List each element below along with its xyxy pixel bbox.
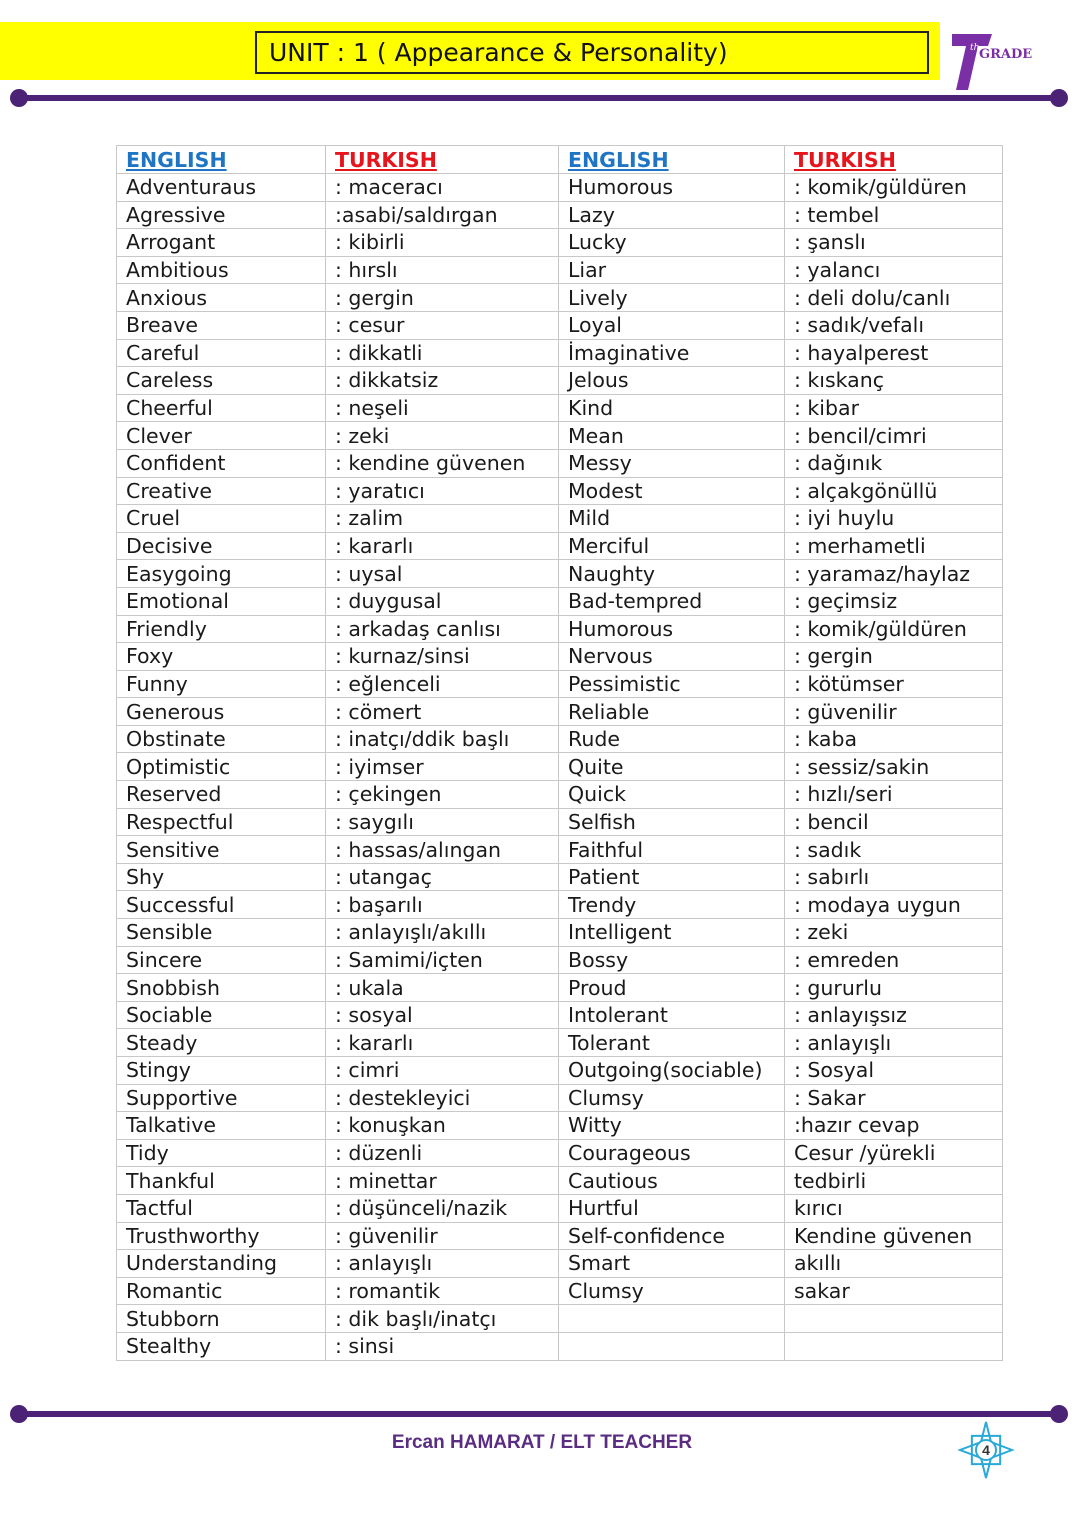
english-word: Trendy <box>559 891 785 919</box>
english-word: Nervous <box>559 643 785 671</box>
english-word: Confident <box>117 449 326 477</box>
english-word: Modest <box>559 477 785 505</box>
table-row <box>117 587 1003 615</box>
turkish-meaning: : cömert <box>326 698 559 726</box>
turkish-meaning: : anlayışlı <box>785 1029 1003 1057</box>
turkish-meaning: :asabi/saldırgan <box>326 201 559 229</box>
english-word: Loyal <box>559 311 785 339</box>
english-word: Cheerful <box>117 394 326 422</box>
turkish-meaning: : hassas/alıngan <box>326 836 559 864</box>
english-word: Self-confidence <box>559 1222 785 1250</box>
table-row <box>117 1194 1003 1222</box>
turkish-meaning: : emreden <box>785 946 1003 974</box>
english-word: Faithful <box>559 836 785 864</box>
turkish-meaning: : neşeli <box>326 394 559 422</box>
turkish-meaning: : eğlenceli <box>326 670 559 698</box>
turkish-meaning: : gururlu <box>785 974 1003 1002</box>
table-row <box>117 919 1003 947</box>
english-word: Bad-tempred <box>559 587 785 615</box>
turkish-meaning: : yaratıcı <box>326 477 559 505</box>
turkish-meaning: : uysal <box>326 560 559 588</box>
table-row <box>117 781 1003 809</box>
english-word: Selfish <box>559 808 785 836</box>
english-word: Shy <box>117 863 326 891</box>
english-word: Smart <box>559 1250 785 1278</box>
english-word: Respectful <box>117 808 326 836</box>
turkish-meaning: : duygusal <box>326 587 559 615</box>
page-number: 4 <box>982 1442 990 1458</box>
english-word: Adventuraus <box>117 174 326 202</box>
turkish-meaning: : dağınık <box>785 449 1003 477</box>
table-row <box>117 284 1003 312</box>
turkish-meaning <box>785 1305 1003 1333</box>
turkish-meaning: : gergin <box>326 284 559 312</box>
english-word: Quite <box>559 753 785 781</box>
turkish-meaning: : Samimi/içten <box>326 946 559 974</box>
turkish-meaning: : saygılı <box>326 808 559 836</box>
turkish-meaning: : kıskanç <box>785 367 1003 395</box>
turkish-meaning: : geçimsiz <box>785 587 1003 615</box>
english-word: Foxy <box>117 643 326 671</box>
turkish-meaning: : dikkatli <box>326 339 559 367</box>
english-word: Understanding <box>117 1250 326 1278</box>
english-word: Clumsy <box>559 1277 785 1305</box>
turkish-meaning: : ukala <box>326 974 559 1002</box>
table-row <box>117 532 1003 560</box>
english-word: Quick <box>559 781 785 809</box>
table-row <box>117 560 1003 588</box>
vocabulary-table <box>116 145 1003 1361</box>
english-word: Proud <box>559 974 785 1002</box>
table-row <box>117 1001 1003 1029</box>
english-word: Talkative <box>117 1112 326 1140</box>
english-word: Clever <box>117 422 326 450</box>
english-word: Supportive <box>117 1084 326 1112</box>
english-word: Jelous <box>559 367 785 395</box>
turkish-meaning: sakar <box>785 1277 1003 1305</box>
turkish-meaning: : kötümser <box>785 670 1003 698</box>
english-word: Trusthworthy <box>117 1222 326 1250</box>
english-word: Anxious <box>117 284 326 312</box>
english-word: Clumsy <box>559 1084 785 1112</box>
table-row <box>117 1139 1003 1167</box>
english-word: Reserved <box>117 781 326 809</box>
table-row <box>117 836 1003 864</box>
turkish-meaning: : hırslı <box>326 256 559 284</box>
turkish-meaning: : kararlı <box>326 1029 559 1057</box>
turkish-meaning: : yalancı <box>785 256 1003 284</box>
english-word: Snobbish <box>117 974 326 1002</box>
turkish-meaning: : tembel <box>785 201 1003 229</box>
divider-dot-left <box>10 1405 28 1423</box>
english-word: Friendly <box>117 615 326 643</box>
turkish-meaning: : konuşkan <box>326 1112 559 1140</box>
english-word: Courageous <box>559 1139 785 1167</box>
table-row <box>117 1084 1003 1112</box>
turkish-meaning: : sabırlı <box>785 863 1003 891</box>
table-body <box>117 174 1003 1361</box>
table-row <box>117 505 1003 533</box>
english-word: Cautious <box>559 1167 785 1195</box>
turkish-meaning: : anlayışlı <box>326 1250 559 1278</box>
turkish-meaning: : güvenilir <box>326 1222 559 1250</box>
turkish-meaning: : cesur <box>326 311 559 339</box>
table-row <box>117 891 1003 919</box>
turkish-meaning: : cimri <box>326 1057 559 1085</box>
table-row <box>117 1277 1003 1305</box>
turkish-meaning: : dikkatsiz <box>326 367 559 395</box>
table-row <box>117 1112 1003 1140</box>
turkish-meaning: akıllı <box>785 1250 1003 1278</box>
turkish-meaning: : şanslı <box>785 229 1003 257</box>
table-row <box>117 863 1003 891</box>
english-word: Kind <box>559 394 785 422</box>
turkish-meaning: Kendine güvenen <box>785 1222 1003 1250</box>
english-word <box>559 1305 785 1333</box>
english-word: Merciful <box>559 532 785 560</box>
turkish-meaning: : düzenli <box>326 1139 559 1167</box>
english-word: Arrogant <box>117 229 326 257</box>
table-row <box>117 339 1003 367</box>
english-word: Careless <box>117 367 326 395</box>
turkish-meaning: Cesur /yürekli <box>785 1139 1003 1167</box>
grade-word: GRADE <box>979 47 1033 62</box>
english-word: Funny <box>117 670 326 698</box>
turkish-meaning: : sosyal <box>326 1001 559 1029</box>
grade-suffix: th <box>970 43 980 53</box>
turkish-meaning: : iyi huylu <box>785 505 1003 533</box>
turkish-meaning: : sadık <box>785 836 1003 864</box>
english-word: Romantic <box>117 1277 326 1305</box>
english-word: Sensitive <box>117 836 326 864</box>
turkish-meaning: : kaba <box>785 725 1003 753</box>
english-word: Messy <box>559 449 785 477</box>
turkish-meaning: : merhametli <box>785 532 1003 560</box>
turkish-meaning: : kararlı <box>326 532 559 560</box>
turkish-meaning: : bencil <box>785 808 1003 836</box>
table-row <box>117 643 1003 671</box>
header-turkish-1: TURKISH <box>326 146 559 174</box>
turkish-meaning: : başarılı <box>326 891 559 919</box>
table-row <box>117 615 1003 643</box>
english-word: Lazy <box>559 201 785 229</box>
bottom-divider <box>18 1411 1060 1417</box>
turkish-meaning: : kendine güvenen <box>326 449 559 477</box>
english-word: Stealthy <box>117 1332 326 1360</box>
grade-logo <box>948 28 1048 96</box>
table-row <box>117 725 1003 753</box>
turkish-meaning: : deli dolu/canlı <box>785 284 1003 312</box>
turkish-meaning: : kibar <box>785 394 1003 422</box>
turkish-meaning: : dik başlı/inatçı <box>326 1305 559 1333</box>
table-row <box>117 808 1003 836</box>
turkish-meaning: : gergin <box>785 643 1003 671</box>
table-row <box>117 311 1003 339</box>
turkish-meaning: : romantik <box>326 1277 559 1305</box>
english-word: Hurtful <box>559 1194 785 1222</box>
turkish-meaning <box>785 1332 1003 1360</box>
table-row <box>117 1222 1003 1250</box>
divider-dot-right <box>1050 89 1068 107</box>
english-word: Agressive <box>117 201 326 229</box>
turkish-meaning: : inatçı/ddik başlı <box>326 725 559 753</box>
table-row <box>117 1057 1003 1085</box>
english-word: Thankful <box>117 1167 326 1195</box>
turkish-meaning: : zeki <box>785 919 1003 947</box>
english-word: Sensible <box>117 919 326 947</box>
table-row <box>117 1167 1003 1195</box>
english-word: Decisive <box>117 532 326 560</box>
table-row <box>117 698 1003 726</box>
turkish-meaning: : bencil/cimri <box>785 422 1003 450</box>
english-word: Outgoing(sociable) <box>559 1057 785 1085</box>
top-divider <box>18 95 1060 101</box>
english-word: Patient <box>559 863 785 891</box>
english-word: Tolerant <box>559 1029 785 1057</box>
english-word: Mean <box>559 422 785 450</box>
turkish-meaning: : kurnaz/sinsi <box>326 643 559 671</box>
turkish-meaning: : kibirli <box>326 229 559 257</box>
english-word: Successful <box>117 891 326 919</box>
table-row <box>117 1029 1003 1057</box>
turkish-meaning: : güvenilir <box>785 698 1003 726</box>
table-row <box>117 1250 1003 1278</box>
table-row <box>117 201 1003 229</box>
turkish-meaning: : alçakgönüllü <box>785 477 1003 505</box>
english-word: Lively <box>559 284 785 312</box>
english-word <box>559 1332 785 1360</box>
english-word: Optimistic <box>117 753 326 781</box>
english-word: Easygoing <box>117 560 326 588</box>
table-row <box>117 394 1003 422</box>
table-row <box>117 174 1003 202</box>
turkish-meaning: : sessiz/sakin <box>785 753 1003 781</box>
english-word: Rude <box>559 725 785 753</box>
table-row <box>117 946 1003 974</box>
table-row <box>117 256 1003 284</box>
footer-author: Ercan HAMARAT / ELT TEACHER <box>391 1432 693 1453</box>
english-word: Reliable <box>559 698 785 726</box>
english-word: Humorous <box>559 174 785 202</box>
english-word: Stubborn <box>117 1305 326 1333</box>
english-word: Emotional <box>117 587 326 615</box>
turkish-meaning: : anlayışlı/akıllı <box>326 919 559 947</box>
turkish-meaning: : utangaç <box>326 863 559 891</box>
header-english-2: ENGLISH <box>559 146 785 174</box>
table-row <box>117 1332 1003 1360</box>
divider-dot-right <box>1050 1405 1068 1423</box>
turkish-meaning: tedbirli <box>785 1167 1003 1195</box>
english-word: Naughty <box>559 560 785 588</box>
unit-title: UNIT : 1 ( Appearance & Personality) <box>255 31 929 74</box>
turkish-meaning: : sadık/vefalı <box>785 311 1003 339</box>
english-word: Ambitious <box>117 256 326 284</box>
english-word: Generous <box>117 698 326 726</box>
english-word: Bossy <box>559 946 785 974</box>
english-word: Lucky <box>559 229 785 257</box>
divider-dot-left <box>10 89 28 107</box>
english-word: Cruel <box>117 505 326 533</box>
english-word: Creative <box>117 477 326 505</box>
table-row <box>117 1305 1003 1333</box>
table-row <box>117 477 1003 505</box>
table-row <box>117 974 1003 1002</box>
table-row <box>117 422 1003 450</box>
turkish-meaning: : arkadaş canlısı <box>326 615 559 643</box>
english-word: Tactful <box>117 1194 326 1222</box>
english-word: Mild <box>559 505 785 533</box>
turkish-meaning: : hayalperest <box>785 339 1003 367</box>
turkish-meaning: : Sosyal <box>785 1057 1003 1085</box>
english-word: İmaginative <box>559 339 785 367</box>
english-word: Intelligent <box>559 919 785 947</box>
header-english-1: ENGLISH <box>117 146 326 174</box>
table-row <box>117 229 1003 257</box>
english-word: Tidy <box>117 1139 326 1167</box>
turkish-meaning: : anlayışsız <box>785 1001 1003 1029</box>
english-word: Humorous <box>559 615 785 643</box>
english-word: Steady <box>117 1029 326 1057</box>
english-word: Pessimistic <box>559 670 785 698</box>
turkish-meaning: : sinsi <box>326 1332 559 1360</box>
table-row <box>117 670 1003 698</box>
turkish-meaning: : zalim <box>326 505 559 533</box>
header-turkish-2: TURKISH <box>785 146 1003 174</box>
turkish-meaning: : hızlı/seri <box>785 781 1003 809</box>
english-word: Intolerant <box>559 1001 785 1029</box>
turkish-meaning: :hazır cevap <box>785 1112 1003 1140</box>
turkish-meaning: : komik/güldüren <box>785 174 1003 202</box>
turkish-meaning: kırıcı <box>785 1194 1003 1222</box>
english-word: Sociable <box>117 1001 326 1029</box>
english-word: Careful <box>117 339 326 367</box>
page-number-badge <box>956 1420 1016 1480</box>
turkish-meaning: : komik/güldüren <box>785 615 1003 643</box>
english-word: Liar <box>559 256 785 284</box>
table-row <box>117 449 1003 477</box>
turkish-meaning: : yaramaz/haylaz <box>785 560 1003 588</box>
turkish-meaning: : iyimser <box>326 753 559 781</box>
turkish-meaning: : modaya uygun <box>785 891 1003 919</box>
turkish-meaning: : destekleyici <box>326 1084 559 1112</box>
table-row <box>117 367 1003 395</box>
english-word: Obstinate <box>117 725 326 753</box>
english-word: Stingy <box>117 1057 326 1085</box>
turkish-meaning: : zeki <box>326 422 559 450</box>
english-word: Sincere <box>117 946 326 974</box>
turkish-meaning: : minettar <box>326 1167 559 1195</box>
table-header-row <box>117 146 1003 174</box>
turkish-meaning: : düşünceli/nazik <box>326 1194 559 1222</box>
turkish-meaning: : çekingen <box>326 781 559 809</box>
english-word: Breave <box>117 311 326 339</box>
turkish-meaning: : Sakar <box>785 1084 1003 1112</box>
table-row <box>117 753 1003 781</box>
english-word: Witty <box>559 1112 785 1140</box>
turkish-meaning: : maceracı <box>326 174 559 202</box>
